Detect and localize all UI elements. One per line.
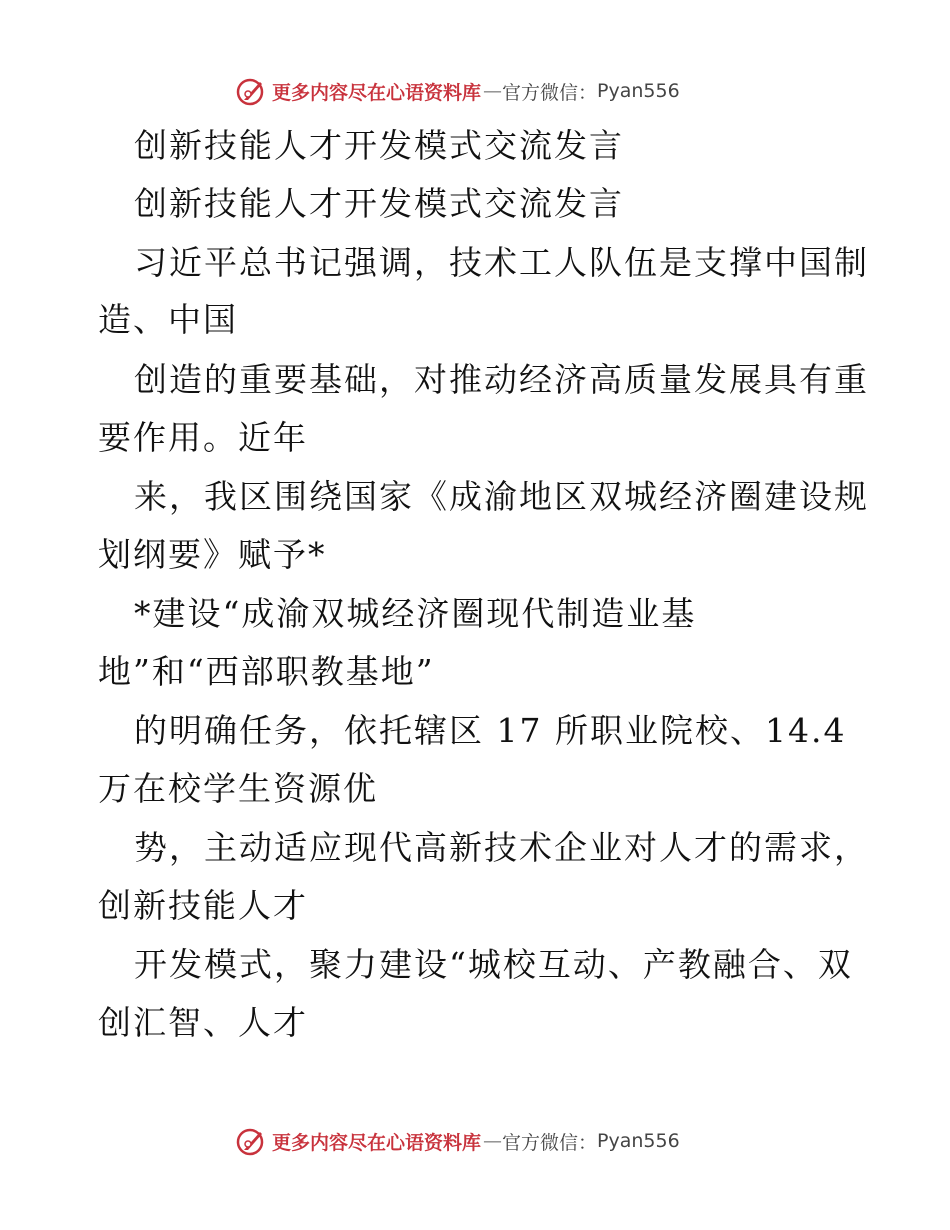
text-line: 创造的重要基础，对推动经济高质量发展具有重 [134,360,869,399]
watermark-sub-text: 官方微信： [502,1131,598,1154]
watermark-header [236,76,680,106]
quill-logo-icon [236,76,266,106]
text-line: 造、中国 [98,300,238,339]
watermark-wechat-id: Pyan556 [597,80,680,102]
text-line: *建设“成渝双城经济圈现代制造业基 [134,594,697,633]
text-line: 地”和“西部职教基地” [98,652,435,691]
text-line: 万在校学生资源优 [98,769,378,808]
watermark-footer [236,1126,680,1156]
doc-title: 创新技能人才开发模式交流发言 [134,126,624,165]
watermark-sub-text: 官方微信： [502,81,598,104]
watermark-main-text: 更多内容尽在心语资料库 [272,1131,482,1154]
watermark-wechat-id: Pyan556 [597,1130,680,1152]
quill-logo-icon [236,1126,266,1156]
text-line: 创新技能人才 [98,886,308,925]
watermark-main-text: 更多内容尽在心语资料库 [272,81,482,104]
text-line: 势，主动适应现代高新技术企业对人才的需求， [134,828,869,867]
text-line: 习近平总书记强调，技术工人队伍是支撑中国制 [134,243,869,282]
text-line: 划纲要》赋予* [98,535,327,574]
text-line: 开发模式，聚力建设“城校互动、产教融合、双 [134,945,853,984]
watermark-separator: — [483,1130,501,1152]
text-line: 要作用。近年 [98,418,308,457]
doc-title-repeat: 创新技能人才开发模式交流发言 [134,184,624,223]
text-line: 来，我区围绕国家《成渝地区双城经济圈建设规 [134,477,869,516]
text-line: 的明确任务，依托辖区 17 所职业院校、14.4 [134,711,847,750]
watermark-separator: — [483,80,501,102]
text-line: 创汇智、人才 [98,1003,308,1042]
